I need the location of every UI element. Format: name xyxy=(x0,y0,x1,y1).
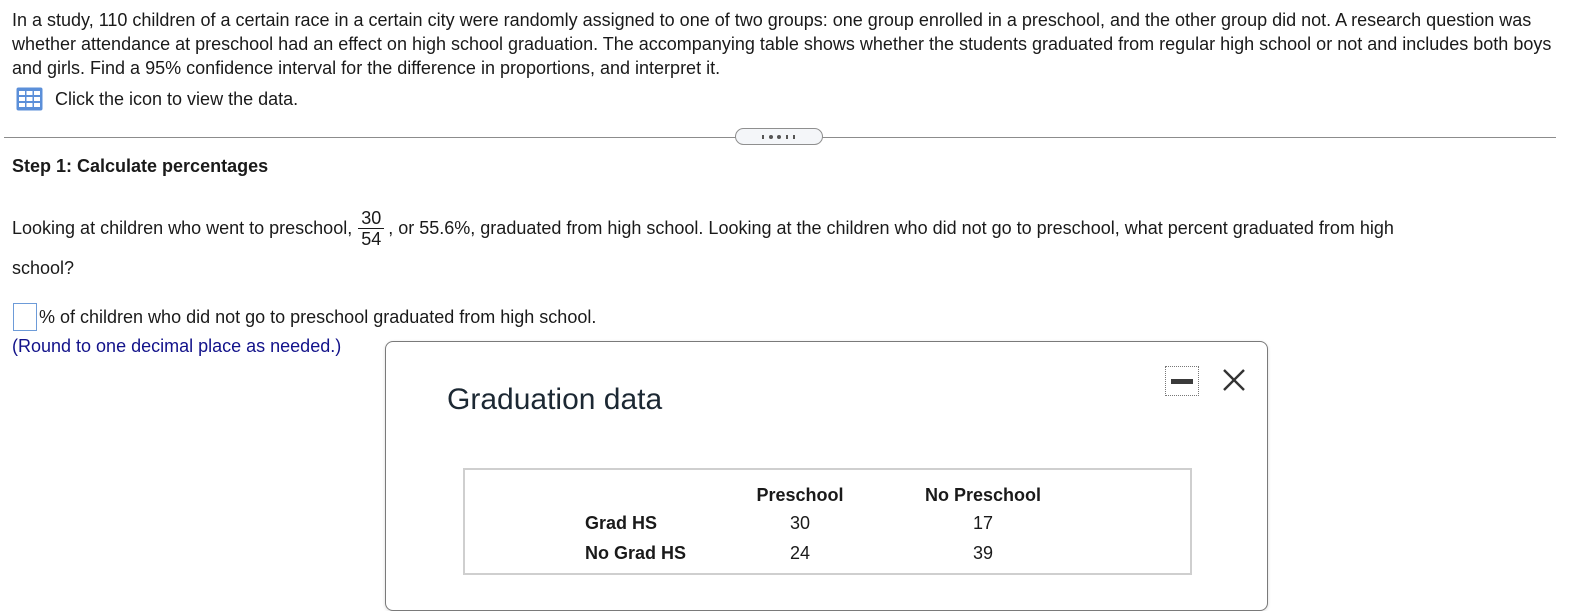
expand-handle[interactable] xyxy=(735,128,823,145)
question-stem xyxy=(12,200,1552,256)
fraction xyxy=(358,208,384,249)
view-data-link[interactable] xyxy=(16,86,298,112)
answer-suffix: % of children who did not go to preschool graduated from high school. xyxy=(39,306,597,327)
rounding-hint: (Round to one decimal place as needed.) xyxy=(12,336,342,356)
column-header-no-preschool: No Preschool xyxy=(924,485,1042,505)
data-table xyxy=(463,468,1192,575)
step-title: Step 1: Calculate percentages xyxy=(12,156,269,176)
dots-icon xyxy=(759,134,799,140)
row-header-no-grad-hs: No Grad HS xyxy=(585,543,687,563)
stem-wrap: school? xyxy=(12,258,75,278)
table-cell: 39 xyxy=(972,543,994,563)
minimize-icon xyxy=(1171,379,1193,384)
table-cell: 17 xyxy=(972,513,994,533)
stem-after: , or 55.6%, graduated from high school. Looking at the children who did not go to preschool, what percent graduated from high xyxy=(388,217,1394,238)
stem-before: Looking at children who went to preschool, xyxy=(12,217,353,238)
question-text: In a study, 110 children of a certain race in a certain city were randomly assigned to one of two groups: one group enrolled in a preschool, and the other group did not. A research question was whether attendance at preschool had an effect on high school graduation. The accompanying table shows whether the students graduated from regular high school or not and includes both boys and girls. Find a 95% confidence interval for the difference in proportions, and interpret it. xyxy=(12,10,1552,78)
column-header-preschool: Preschool xyxy=(756,485,844,505)
minimize-button[interactable] xyxy=(1165,366,1199,396)
close-icon[interactable] xyxy=(1220,366,1248,394)
answer-row xyxy=(13,302,596,332)
view-data-label[interactable]: Click the icon to view the data. xyxy=(55,88,299,109)
table-cell: 30 xyxy=(789,513,811,533)
answer-input[interactable] xyxy=(13,303,37,331)
fraction-numerator: 30 xyxy=(358,208,384,229)
table-cell: 24 xyxy=(789,543,811,563)
fraction-denominator: 54 xyxy=(361,228,382,249)
popup-title: Graduation data xyxy=(447,383,663,416)
row-header-grad-hs: Grad HS xyxy=(585,513,658,533)
table-grid-icon[interactable] xyxy=(16,87,43,111)
data-popup xyxy=(385,341,1268,611)
